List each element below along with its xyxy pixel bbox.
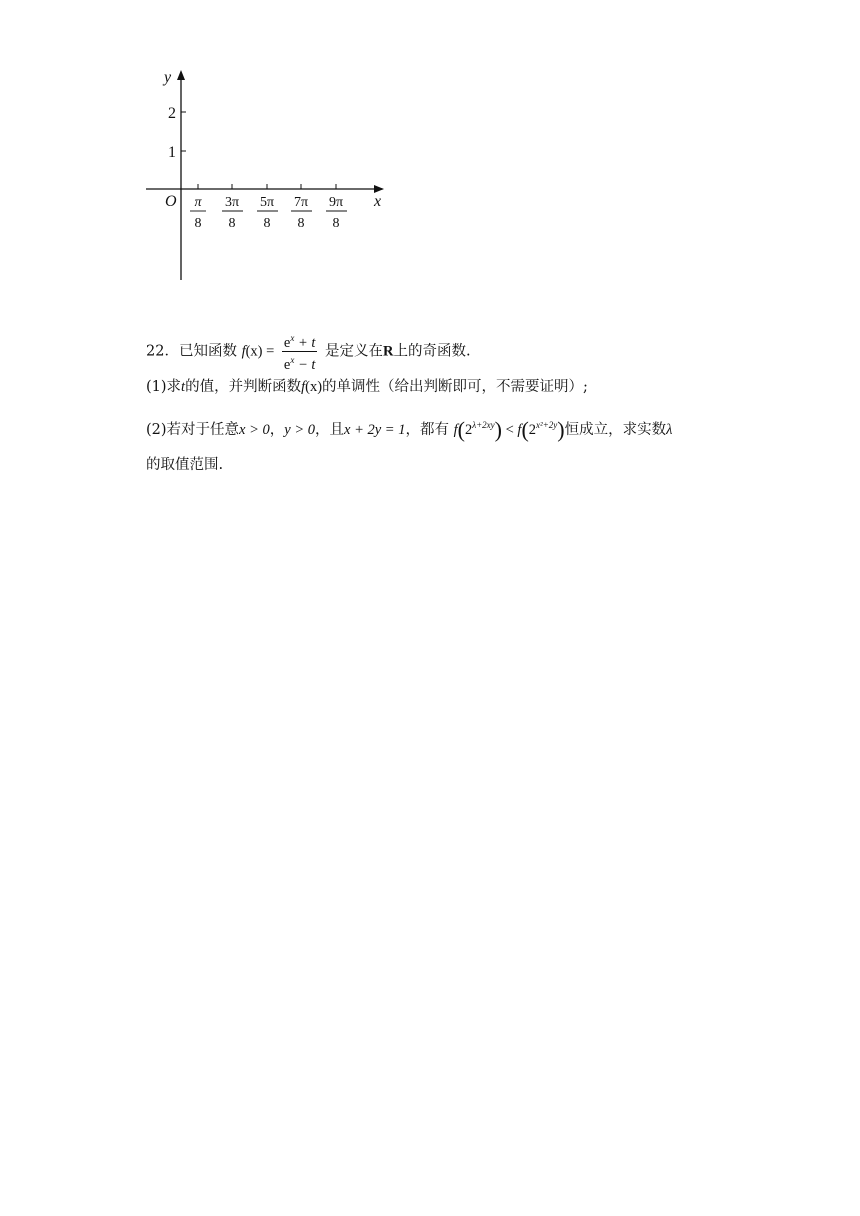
svg-text:8: 8 [332, 216, 340, 231]
problem-number-intro: 22．已知函数 [146, 343, 237, 360]
y-tick-label-2: 2 [168, 105, 176, 122]
part-2-f1: f [453, 421, 458, 438]
x-tick-label-2 [222, 195, 243, 231]
function-arg: (x) = [245, 343, 275, 360]
part-1-f: f [301, 379, 306, 395]
y-axis-arrow [177, 70, 185, 80]
part-2-exp1: λ+2xy [472, 420, 495, 430]
fraction-numerator: $e^x + t$ [282, 330, 318, 352]
real-set-R: R [383, 343, 394, 360]
svg-text:π: π [194, 195, 202, 210]
y-axis-label: y [164, 69, 172, 86]
svg-text:3π: 3π [224, 195, 240, 210]
part-2-and: ，且 [315, 421, 345, 438]
x-axis-label: x [374, 193, 382, 210]
problem-22-statement [146, 330, 471, 373]
part-2-range-text: 的取值范围. [146, 457, 224, 473]
part-1-x: (x) [305, 379, 323, 395]
part-2-constraint: x + 2y = 1 [344, 421, 406, 438]
svg-text:8: 8 [228, 216, 236, 231]
x-axis-arrow [374, 185, 384, 193]
part-2-continued [146, 455, 223, 475]
part-2-lambda: λ [666, 421, 673, 438]
part-2-y-positive: y > 0 [284, 421, 316, 438]
x-tick-label-4 [291, 195, 312, 231]
odd-function-text: 上的奇函数. [393, 343, 471, 360]
function-fraction [282, 330, 318, 373]
part-2-intro: (2)若对于任意 [146, 421, 240, 438]
part-1-t: t [181, 379, 186, 395]
part-2-exp2: x²+2y [536, 420, 558, 430]
fraction-denominator: $e^x - t$ [283, 354, 316, 373]
svg-text:8: 8 [297, 216, 305, 231]
part-1-mid: 的值，并判断函数 [185, 379, 302, 395]
defined-text: 是定义在 [325, 343, 384, 360]
part-2-less-than: < [501, 421, 518, 438]
coordinate-axes-graph [0, 0, 420, 300]
y-tick-label-1: 1 [168, 144, 176, 161]
svg-text:7π: 7π [293, 195, 309, 210]
svg-text:5π: 5π [259, 195, 275, 210]
part-1-intro: (1)求 [146, 379, 182, 395]
part-1 [146, 377, 588, 397]
x-tick-label-1 [190, 195, 206, 231]
x-tick-label-3 [257, 195, 278, 231]
part-2-x-positive: x > 0 [239, 421, 270, 438]
part-2: (2)若对于任意x > 0，y > 0，且x + 2y = 1，都有 $f(2^{\lambda+2xy}) < f(2^{x^2+2y})$恒成立，求实数λ [146, 416, 673, 442]
x-tick-label-5 [326, 195, 347, 231]
svg-text:8: 8 [194, 216, 202, 231]
part-2-holds: 恒成立，求实数 [564, 421, 667, 438]
part-2-f2: f [517, 421, 522, 438]
svg-text:8: 8 [263, 216, 271, 231]
part-2-comma: ， [269, 421, 285, 438]
part-2-always: ，都有 [405, 421, 449, 438]
part-2-base1: 2 [464, 421, 473, 438]
function-f: f [241, 343, 246, 360]
part-2-base2: 2 [528, 421, 537, 438]
svg-text:9π: 9π [328, 195, 344, 210]
part-1-end: 的单调性（给出判断即可，不需要证明）; [322, 379, 588, 395]
origin-label: O [165, 193, 177, 210]
